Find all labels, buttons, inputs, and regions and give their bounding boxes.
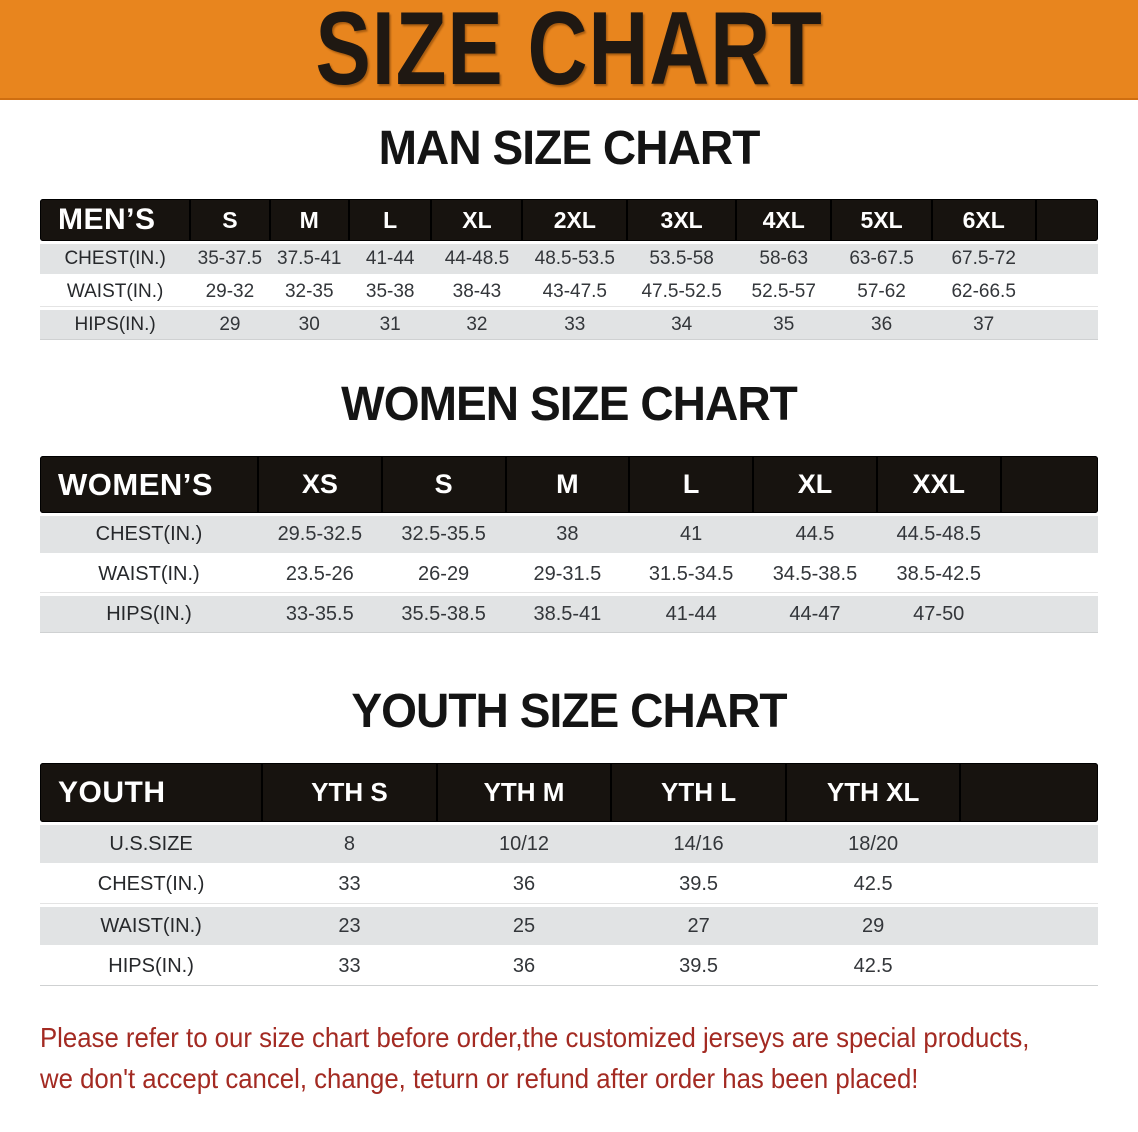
measurement-value: 63-67.5 [831,244,932,274]
size-column-header: YTH S [262,763,437,822]
measurement-value: 23 [262,907,437,945]
measurement-row [40,596,1098,633]
size-column-header: M [270,199,349,241]
measurement-value: 67.5-72 [932,244,1036,274]
size-column-header: XL [753,456,877,513]
measurement-value: 48.5-53.5 [522,244,627,274]
header-spacer [960,763,1098,822]
measurement-value: 44-48.5 [431,244,522,274]
measurement-value: 36 [831,310,932,340]
row-spacer [1001,596,1098,633]
measurement-value: 35 [736,310,831,340]
size-column-header: YTH L [611,763,786,822]
measurement-value: 8 [262,825,437,863]
measurement-value: 53.5-58 [627,244,736,274]
size-column-header: M [506,456,630,513]
measurement-value: 33 [522,310,627,340]
measurement-label: CHEST(IN.) [40,244,190,274]
disclaimer [40,1017,1138,1099]
section-man [0,122,1138,343]
section-women [0,378,1138,636]
size-column-header: S [190,199,269,241]
measurement-label: HIPS(IN.) [40,310,190,340]
measurement-label: WAIST(IN.) [40,907,262,945]
row-spacer [1036,277,1098,307]
row-spacer [960,948,1098,986]
measurement-value: 33 [262,866,437,904]
measurement-value: 26-29 [382,556,506,593]
measurement-value: 43-47.5 [522,277,627,307]
measurement-value: 36 [437,948,612,986]
table-corner-label: YOUTH [40,763,262,822]
row-spacer [960,825,1098,863]
row-spacer [1036,310,1098,340]
size-column-header: 3XL [627,199,736,241]
measurement-value: 44.5-48.5 [877,516,1001,553]
size-column-header: XL [431,199,522,241]
measurement-label: U.S.SIZE [40,825,262,863]
size-header-row [40,456,1098,513]
measurement-value: 29 [786,907,961,945]
measurement-value: 18/20 [786,825,961,863]
measurement-value: 29 [190,310,269,340]
header-spacer [1001,456,1098,513]
measurement-value: 57-62 [831,277,932,307]
size-column-header: YTH XL [786,763,961,822]
measurement-value: 47.5-52.5 [627,277,736,307]
measurement-value: 35-37.5 [190,244,269,274]
banner [0,0,1138,107]
measurement-row [40,948,1098,986]
measurement-row [40,244,1098,274]
row-spacer [1036,244,1098,274]
man-size-chart-heading: MAN SIZE CHART [378,122,760,175]
measurement-value: 42.5 [786,866,961,904]
measurement-value: 35.5-38.5 [382,596,506,633]
measurement-value: 38.5-42.5 [877,556,1001,593]
measurement-value: 32.5-35.5 [382,516,506,553]
measurement-row [40,556,1098,593]
measurement-value: 37.5-41 [270,244,349,274]
measurement-label: CHEST(IN.) [40,866,262,904]
women-size-chart-heading: WOMEN SIZE CHART [341,378,797,431]
size-column-header: 4XL [736,199,831,241]
measurement-label: HIPS(IN.) [40,948,262,986]
measurement-value: 41-44 [349,244,432,274]
size-column-header: L [349,199,432,241]
size-header-row [40,199,1098,241]
size-column-header: S [382,456,506,513]
youth-size-chart-heading: YOUTH SIZE CHART [351,685,787,738]
row-spacer [1001,516,1098,553]
measurement-row [40,907,1098,945]
measurement-value: 10/12 [437,825,612,863]
measurement-row [40,516,1098,553]
measurement-value: 29-32 [190,277,269,307]
measurement-label: WAIST(IN.) [40,556,258,593]
measurement-row [40,825,1098,863]
measurement-value: 37 [932,310,1036,340]
size-column-header: XS [258,456,382,513]
measurement-value: 29.5-32.5 [258,516,382,553]
measurement-value: 41-44 [629,596,753,633]
measurement-value: 52.5-57 [736,277,831,307]
measurement-value: 38-43 [431,277,522,307]
measurement-value: 25 [437,907,612,945]
disclaimer-line-1: Please refer to our size chart before order,the customized jerseys are special products, [40,1022,1030,1053]
men-size-table [40,196,1098,343]
measurement-row [40,866,1098,904]
measurement-value: 34.5-38.5 [753,556,877,593]
measurement-row [40,277,1098,307]
measurement-value: 62-66.5 [932,277,1036,307]
section-youth [0,685,1138,989]
measurement-value: 31 [349,310,432,340]
size-column-header: 6XL [932,199,1036,241]
measurement-value: 44.5 [753,516,877,553]
measurement-value: 42.5 [786,948,961,986]
size-header-row [40,763,1098,822]
table-corner-label: WOMEN’S [40,456,258,513]
measurement-value: 44-47 [753,596,877,633]
measurement-value: 27 [611,907,786,945]
table-corner-label: MEN’S [40,199,190,241]
measurement-value: 39.5 [611,866,786,904]
measurement-value: 36 [437,866,612,904]
measurement-value: 29-31.5 [506,556,630,593]
measurement-label: HIPS(IN.) [40,596,258,633]
measurement-value: 39.5 [611,948,786,986]
size-column-header: YTH M [437,763,612,822]
measurement-value: 14/16 [611,825,786,863]
youth-size-table [40,760,1098,989]
measurement-label: CHEST(IN.) [40,516,258,553]
measurement-row [40,310,1098,340]
measurement-label: WAIST(IN.) [40,277,190,307]
page-title: SIZE CHART [315,0,823,107]
measurement-value: 33 [262,948,437,986]
measurement-value: 31.5-34.5 [629,556,753,593]
measurement-value: 23.5-26 [258,556,382,593]
measurement-value: 33-35.5 [258,596,382,633]
measurement-value: 32 [431,310,522,340]
measurement-value: 38 [506,516,630,553]
row-spacer [960,907,1098,945]
row-spacer [1001,556,1098,593]
women-size-table [40,453,1098,636]
size-column-header: 5XL [831,199,932,241]
size-column-header: XXL [877,456,1001,513]
size-column-header: L [629,456,753,513]
disclaimer-line-2: we don't accept cancel, change, teturn or refund after order has been placed! [40,1063,919,1094]
measurement-value: 32-35 [270,277,349,307]
measurement-value: 38.5-41 [506,596,630,633]
measurement-value: 47-50 [877,596,1001,633]
measurement-value: 30 [270,310,349,340]
measurement-value: 41 [629,516,753,553]
measurement-value: 35-38 [349,277,432,307]
row-spacer [960,866,1098,904]
header-spacer [1036,199,1098,241]
measurement-value: 58-63 [736,244,831,274]
measurement-value: 34 [627,310,736,340]
size-column-header: 2XL [522,199,627,241]
